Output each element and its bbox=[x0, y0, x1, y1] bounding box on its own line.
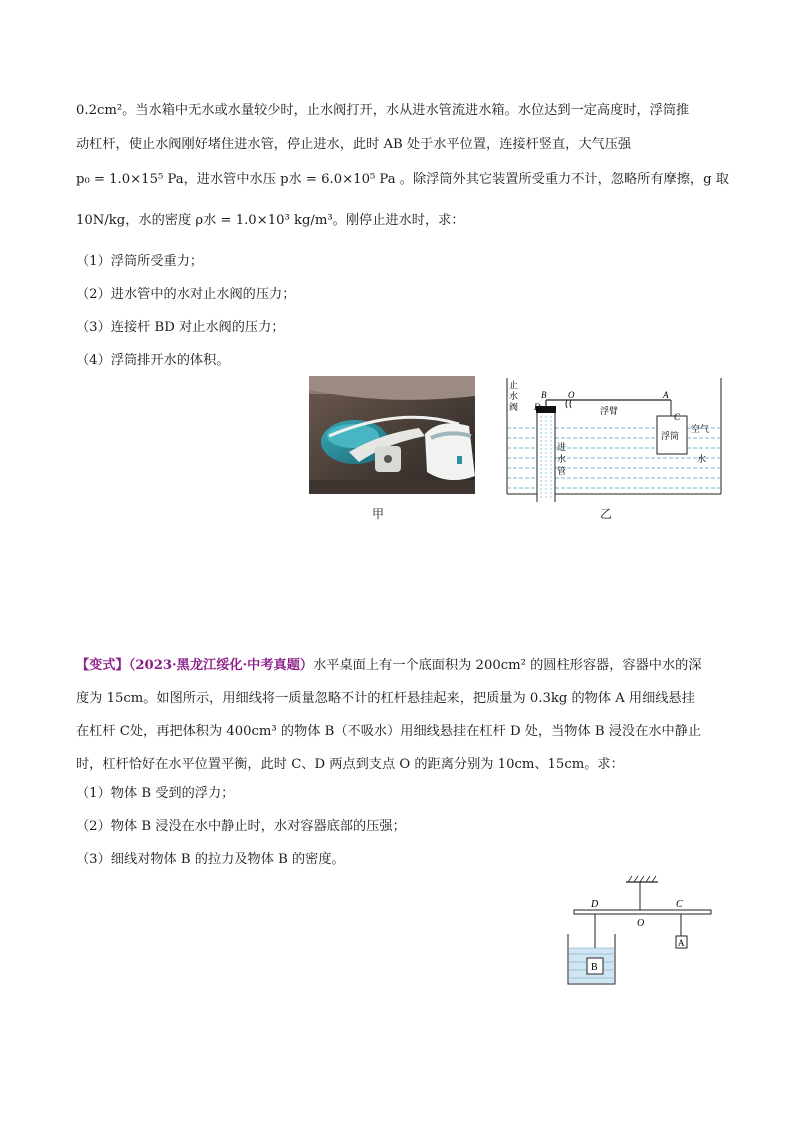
label-float-tube: 浮筒 bbox=[661, 431, 680, 441]
label-b: B bbox=[541, 390, 547, 400]
label-a: A bbox=[663, 390, 669, 400]
pivot-o-support bbox=[566, 400, 571, 408]
problem2-question-2: （2）物体 B 浸没在水中静止时，水对容器底部的压强； bbox=[76, 819, 406, 834]
problem1-line2: 动杠杆，使止水阀刚好堵住进水管，停止进水，此时 AB 处于水平位置，连接杆竖直，大气压强 bbox=[76, 137, 632, 152]
label-c: C bbox=[674, 412, 681, 422]
problem2-line2: 度为 15cm。如图所示，用细线将一质量忽略不计的杠杆悬挂起来，把质量为 0.3kg 的物体 A 用细线悬挂 bbox=[76, 691, 695, 706]
label-d: D bbox=[534, 402, 541, 412]
label-air: 空气 bbox=[691, 424, 710, 434]
problem1-question-3: （3）连接杆 BD 对止水阀的压力； bbox=[76, 320, 285, 335]
label-c: C bbox=[676, 899, 683, 910]
problem2-line1 bbox=[76, 657, 702, 675]
figure-caption-yi: 乙 bbox=[600, 507, 613, 521]
water-surface-lines bbox=[507, 428, 721, 488]
source-tag: （2023·黑龙江绥化·中考真题） bbox=[128, 658, 314, 673]
label-inlet-pipe-1: 进 bbox=[557, 442, 567, 452]
problem1-question-4: （4）浮筒排开水的体积。 bbox=[76, 353, 230, 368]
tank-diagram bbox=[505, 376, 725, 502]
problem2-line4: 时，杠杆恰好在水平位置平衡，此时 C、D 两点到支点 O 的距离分别为 10cm、15cm。求： bbox=[76, 757, 624, 772]
problem1-line1: 0.2cm²。当水箱中无水或水量较少时，止水阀打开，水从进水管流进水箱。水位达到一定高度时，浮筒推 bbox=[76, 103, 690, 118]
problem2-question-1: （1）物体 B 受到的浮力； bbox=[76, 786, 235, 801]
problem2-question-3: （3）细线对物体 B 的拉力及物体 B 的密度。 bbox=[76, 852, 345, 867]
label-stop-valve-1: 止 bbox=[509, 380, 519, 390]
lever-bar bbox=[574, 910, 711, 914]
label-stop-valve-3: 阀 bbox=[509, 402, 519, 412]
figure-caption-jia: 甲 bbox=[372, 507, 385, 521]
problem2-line3: 在杠杆 C处，再把体积为 400cm³ 的物体 B（不吸水）用细线悬挂在杠杆 D 处，当物体 B 浸没在水中静止 bbox=[76, 724, 702, 739]
label-o: O bbox=[637, 918, 645, 929]
problem1-question-1: （1）浮筒所受重力； bbox=[76, 254, 204, 269]
label-water: 水 bbox=[697, 454, 707, 464]
problem1-line4: 10N/kg，水的密度 ρ水 = 1.0×10³ kg/m³。刚停止进水时，求： bbox=[76, 213, 465, 228]
problem1-question-2: （2）进水管中的水对止水阀的压力； bbox=[76, 287, 296, 302]
variant-tag: 【变式】 bbox=[76, 658, 129, 673]
label-o: O bbox=[568, 390, 575, 400]
problem2-line1-text: 水平桌面上有一个底面积为 200cm² 的圆柱形容器，容器中水的深 bbox=[313, 658, 702, 673]
label-d: D bbox=[591, 899, 599, 910]
label-float-arm: 浮臂 bbox=[600, 406, 619, 416]
label-b: B bbox=[591, 962, 598, 973]
label-a: A bbox=[678, 938, 685, 948]
label-inlet-pipe-2: 水 bbox=[557, 454, 567, 464]
problem1-line3: p₀ = 1.0×15⁵ Pa，进水管中水压 p水 = 6.0×10⁵ Pa 。除浮筒外其它装置所受重力不计，忽略所有摩擦，g 取 bbox=[76, 172, 729, 187]
label-stop-valve-2: 水 bbox=[509, 391, 519, 401]
toilet-tank-photo bbox=[309, 376, 475, 494]
label-inlet-pipe-3: 管 bbox=[557, 466, 567, 476]
lever-diagram bbox=[560, 872, 720, 988]
